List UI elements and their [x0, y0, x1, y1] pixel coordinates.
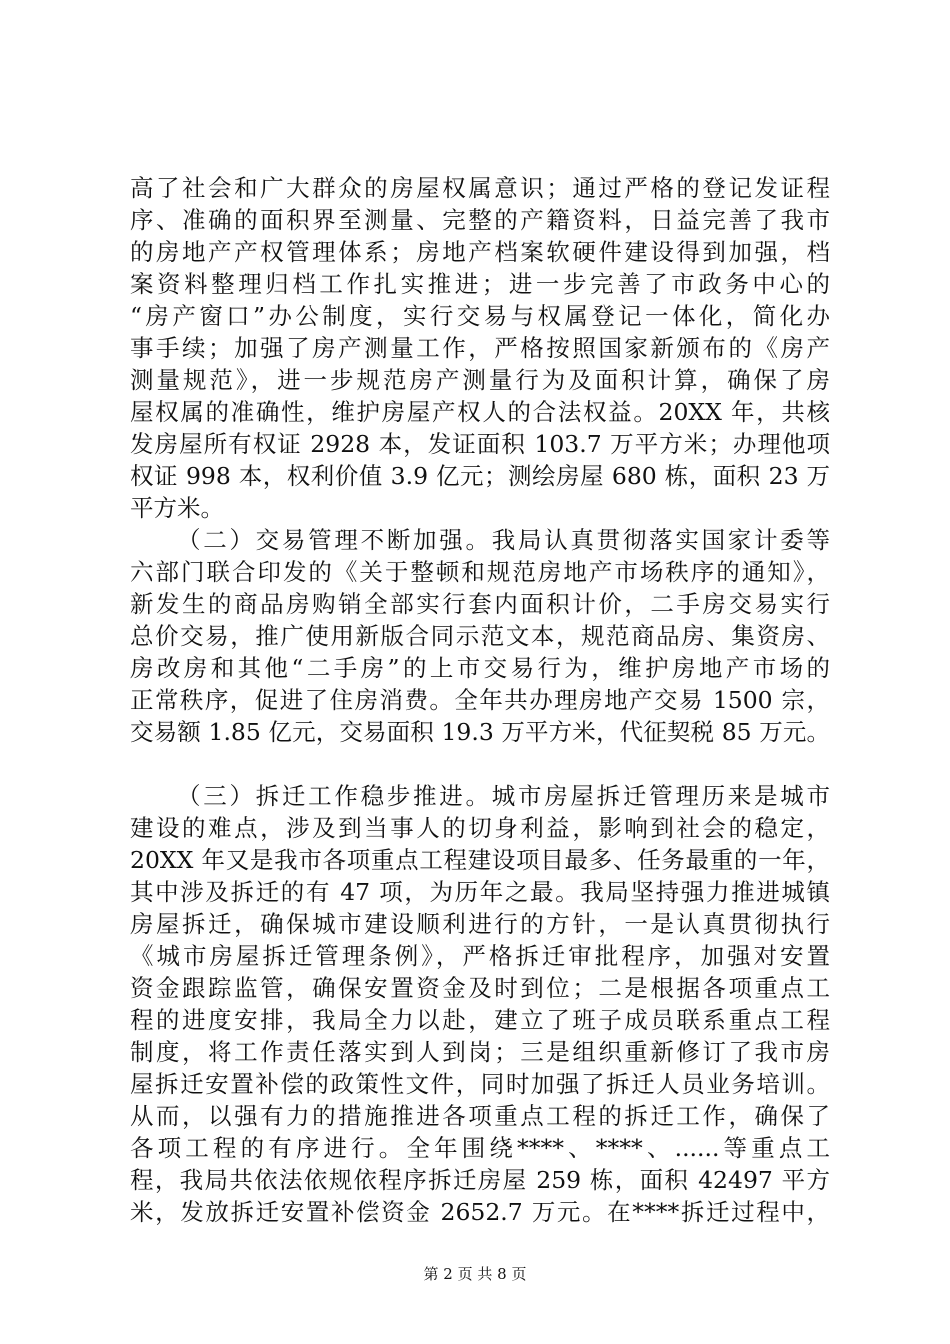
- body-line: 米，发放拆迁安置补偿资金 2652.7 万元。在****拆迁过程中，: [130, 1198, 830, 1226]
- body-line: 平方米。: [130, 494, 224, 522]
- body-line: 案资料整理归档工作扎实推进；进一步完善了市政务中心的: [130, 270, 830, 298]
- body-line: 总价交易，推广使用新版合同示范文本，规范商品房、集资房、: [130, 622, 830, 650]
- body-line: 发房屋所有权证 2928 本，发证面积 103.7 万平方米；办理他项: [130, 430, 830, 458]
- body-line: 《城市房屋拆迁管理条例》，严格拆迁审批程序，加强对安置: [130, 942, 830, 970]
- body-line: 事手续；加强了房产测量工作，严格按照国家新颁布的《房产: [130, 334, 830, 362]
- body-line: 制度，将工作责任落实到人到岗；三是组织重新修订了我市房: [130, 1038, 830, 1066]
- body-line: 20XX 年又是我市各项重点工程建设项目最多、任务最重的一年，: [130, 846, 830, 874]
- body-line: 各项工程的有序进行。全年围绕****、****、......等重点工: [130, 1134, 830, 1162]
- body-line: 的房地产产权管理体系；房地产档案软硬件建设得到加强，档: [130, 238, 830, 266]
- body-line: 屋拆迁安置补偿的政策性文件，同时加强了拆迁人员业务培训。: [130, 1070, 830, 1098]
- body-line: 序、准确的面积界至测量、完整的产籍资料，日益完善了我市: [130, 206, 830, 234]
- body-line: 屋权属的准确性，维护房屋产权人的合法权益。20XX 年，共核: [130, 398, 830, 426]
- body-line: 程，我局共依法依规依程序拆迁房屋 259 栋，面积 42497 平方: [130, 1166, 830, 1194]
- body-line: 测量规范》，进一步规范房产测量行为及面积计算，确保了房: [130, 366, 830, 394]
- page-number-footer: 第 2 页 共 8 页: [423, 1265, 527, 1283]
- section-heading-line: （三）拆迁工作稳步推进。城市房屋拆迁管理历来是城市: [177, 782, 830, 810]
- body-line: “房产窗口”办公制度，实行交易与权属登记一体化，简化办: [130, 302, 830, 330]
- body-line: 资金跟踪监管，确保安置资金及时到位；二是根据各项重点工: [130, 974, 830, 1002]
- body-line: 权证 998 本，权利价值 3.9 亿元；测绘房屋 680 栋，面积 23 万: [130, 462, 830, 490]
- body-line: 新发生的商品房购销全部实行套内面积计价，二手房交易实行: [130, 590, 830, 618]
- body-line: 六部门联合印发的《关于整顿和规范房地产市场秩序的通知》，: [130, 558, 830, 586]
- body-line: 从而，以强有力的措施推进各项重点工程的拆迁工作，确保了: [130, 1102, 830, 1130]
- body-line: 程的进度安排，我局全力以赴，建立了班子成员联系重点工程: [130, 1006, 830, 1034]
- body-line: 高了社会和广大群众的房屋权属意识；通过严格的登记发证程: [130, 174, 830, 202]
- section-heading-line: （二）交易管理不断加强。我局认真贯彻落实国家计委等: [177, 526, 830, 554]
- body-line: 建设的难点，涉及到当事人的切身利益，影响到社会的稳定，: [130, 814, 830, 842]
- body-line: 房屋拆迁，确保城市建设顺利进行的方针，一是认真贯彻执行: [130, 910, 830, 938]
- body-line: 交易额 1.85 亿元，交易面积 19.3 万平方米，代征契税 85 万元。: [130, 718, 830, 746]
- body-line: 正常秩序，促进了住房消费。全年共办理房地产交易 1500 宗，: [130, 686, 830, 714]
- body-line: 房改房和其他“二手房”的上市交易行为，维护房地产市场的: [130, 654, 830, 682]
- body-line: 其中涉及拆迁的有 47 项，为历年之最。我局坚持强力推进城镇: [130, 878, 830, 906]
